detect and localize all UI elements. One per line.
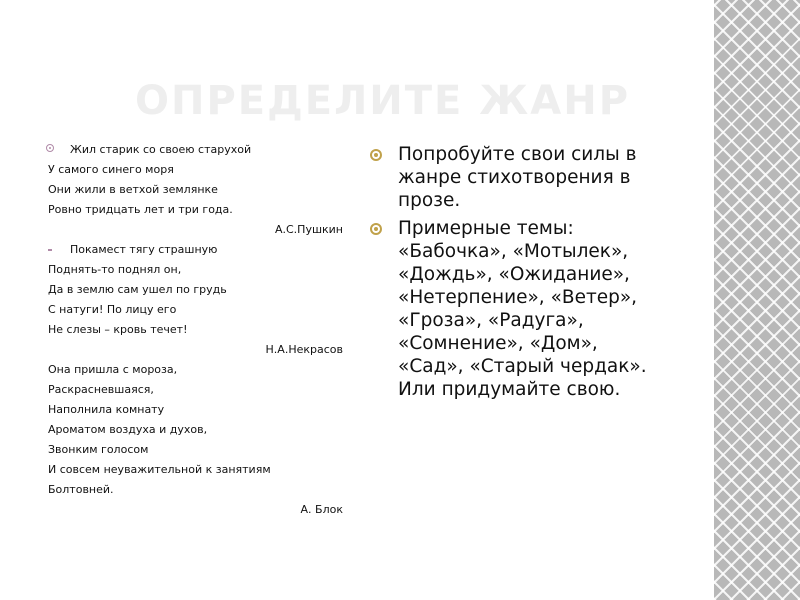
poem-line: [40, 240, 345, 260]
poem-line: [40, 460, 345, 480]
poem-line-text: Наполнила комнату: [48, 403, 165, 416]
poem-author: [40, 340, 345, 360]
poem-author: [40, 500, 345, 520]
poem-line-text: И совсем неуважительной к занятиям: [48, 463, 271, 476]
paragraph-text: Примерные темы: «Бабочка», «Мотылек», «Дождь», «Ожидание», «Нетерпение», «Ветер», «Гроза», «Радуга», «Сомнение», «Дом», «Сад», «Старый чердак». Или придумайте свою.: [398, 218, 647, 400]
poem-line-text: Раскрасневшаяся,: [48, 383, 154, 396]
ring-bullet-icon: [370, 149, 382, 161]
poem-line-text: А. Блок: [300, 503, 343, 516]
poem-line: [40, 300, 345, 320]
poem-line: [40, 440, 345, 460]
poem-line: [40, 320, 345, 340]
slide-title: ОПРЕДЕЛИТЕ ЖАНР: [135, 78, 631, 124]
poem-excerpts: [40, 140, 345, 520]
poem-line-text: Жил старик со своею старухой: [70, 143, 252, 156]
poem-line-text: У самого синего моря: [48, 163, 174, 176]
ring-bullet-icon: [46, 144, 54, 152]
poem-line-text: Покамест тягу страшную: [70, 243, 218, 256]
ring-bullet-icon: [370, 223, 382, 235]
poem-line: [40, 260, 345, 280]
poem-line: [40, 380, 345, 400]
poem-line-text: С натуги! По лицу его: [48, 303, 177, 316]
paragraph-text: Попробуйте свои силы в жанре стихотворения в прозе.: [398, 144, 637, 211]
poem-line-text: Ароматом воздуха и духов,: [48, 423, 208, 436]
poem-line: [40, 420, 345, 440]
poem-line-text: А.С.Пушкин: [274, 223, 343, 236]
decorative-side-band: [714, 0, 800, 600]
poem-line: [40, 200, 345, 220]
poem-line: [40, 280, 345, 300]
poem-line-text: Болтовней.: [48, 483, 114, 496]
poem-author: [40, 220, 345, 240]
poem-line: [40, 180, 345, 200]
poem-line-text: Н.А.Некрасов: [265, 343, 343, 356]
dash-bullet-icon: [48, 249, 52, 251]
poem-line-text: Поднять-то поднял он,: [48, 263, 182, 276]
poem-line: [40, 400, 345, 420]
poem-line-text: Да в землю сам ушел по грудь: [48, 283, 227, 296]
poem-line-text: Ровно тридцать лет и три года.: [48, 203, 233, 216]
assignment-text: [368, 143, 668, 406]
poem-line-text: Она пришла с мороза,: [48, 363, 178, 376]
poem-line-text: Не слезы – кровь течет!: [48, 323, 188, 336]
poem-line-text: Они жили в ветхой землянке: [48, 183, 218, 196]
poem-line: [40, 140, 345, 160]
bullet-paragraph: [368, 143, 668, 212]
poem-line: [40, 360, 345, 380]
bullet-paragraph: [368, 217, 668, 401]
poem-line-text: Звонким голосом: [48, 443, 149, 456]
poem-line: [40, 160, 345, 180]
poem-line: [40, 480, 345, 500]
